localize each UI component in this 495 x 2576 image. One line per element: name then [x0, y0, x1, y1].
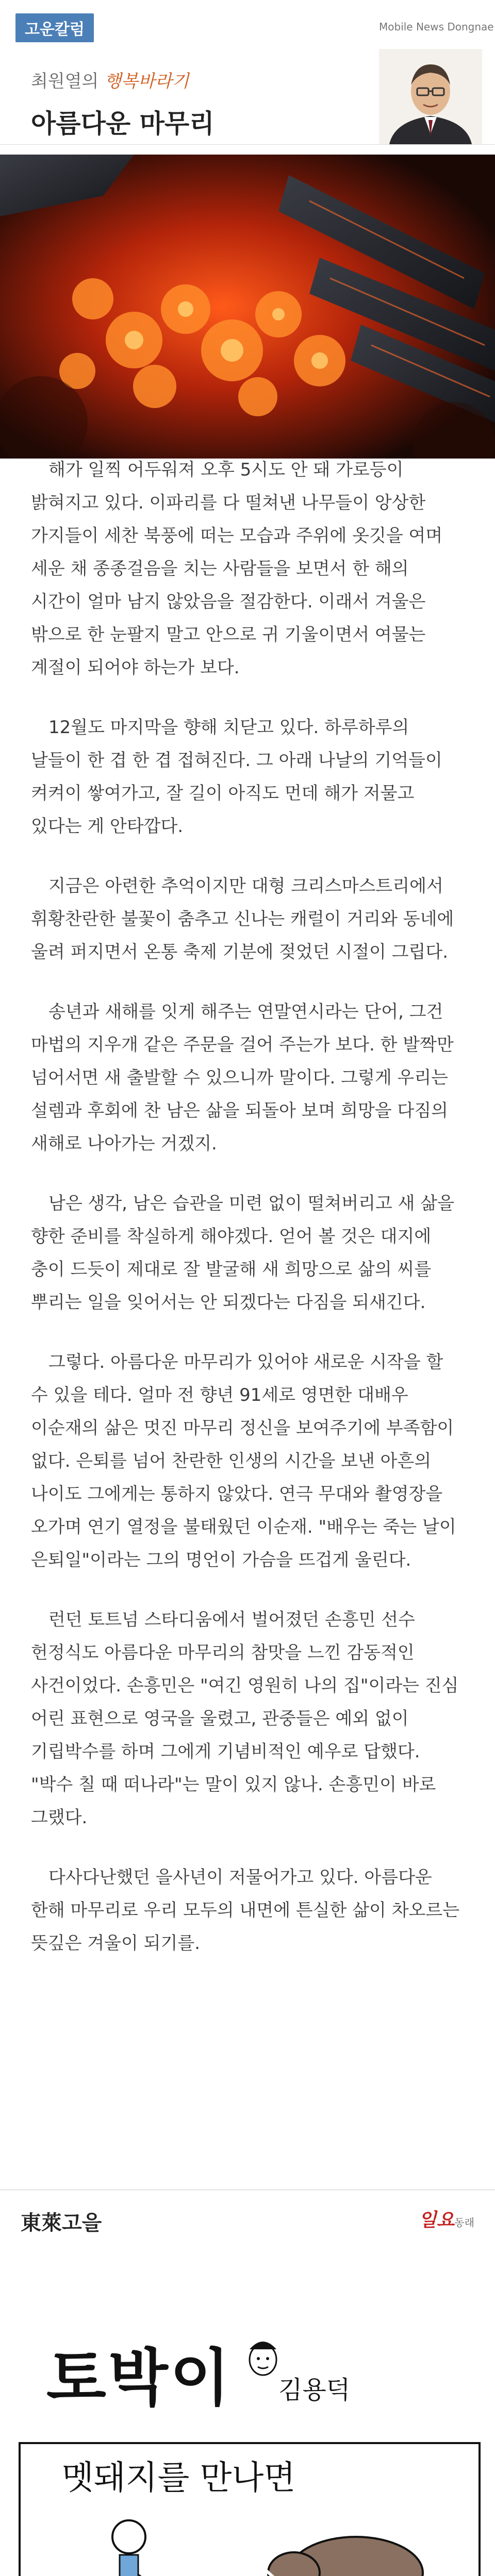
cartoon-author: 김용덕 — [278, 2376, 351, 2404]
cartoon-panel-1 — [19, 2442, 481, 2576]
article-paragraph: 그렇다. 아름다운 마무리가 있어야 새로운 시작을 할 수 있을 테다. 얼마 전 향년 91세로 영면한 대배우 이순재의 삶은 멋진 마무리 정신을 보여주기에 부족함이 없다. 은퇴를 넘어 찬란한 인생의 시간을 보낸 아흔의 나이도 그에게는 통하지 않았다. 연극 무대와 촬영장을 오가며 연기 열정을 불태웠던 이순재. "배우는 죽는 날이 은퇴일"이라는 그의 명언이 가슴을 뜨겁게 울린다. — [31, 1352, 456, 1570]
article-paragraph: 다사다난했던 을사년이 저물어가고 있다. 아름다운 한해 마무리로 우리 모두의 내면에 튼실한 삶이 차오르는 뜻깊은 겨울이 되기를. — [31, 1867, 460, 1954]
brand-label: Mobile News Dongnae — [379, 21, 494, 33]
footer-left-label: 東萊고을 — [21, 2211, 102, 2235]
article-paragraph: 남은 생각, 남은 습관을 미련 없이 떨쳐버리고 새 삶을 향한 준비를 착실하게 해야겠다. 얻어 볼 것은 대지에 충이 드듯이 제대로 잘 발굴해 새 희망으로 삶의 씨를 뿌리는 일을 잊어서는 안 되겠다는 다짐을 되새긴다. — [31, 1193, 454, 1313]
article-paragraph: 해가 일찍 어두워져 오후 5시도 안 돼 가로등이 밝혀지고 있다. 이파리를 다 떨쳐낸 나무들이 앙상한 가지들이 세찬 북풍에 떠는 모습과 주위에 옷깃을 여며 세운 채 종종걸음을 치는 사람들을 보면서 한 해의 시간이 얼마 남지 않았음을 절감한다. 이래서 겨울은 밖으로 한 눈팔지 말고 안으로 귀 기울이면서 여물는 계절이 되어야 하는가 보다. — [31, 460, 443, 678]
article-paragraph: 런던 토트넘 스타디움에서 벌어졌던 손흥민 선수 헌정식도 아름다운 마무리의 참맛을 느낀 감동적인 사건이었다. 손흥민은 "여긴 영원히 나의 집"이라는 진심 어린 표현으로 영국을 울렸고, 관중들은 예외 없이 기립박수를 하며 그에게 기념비적인 예우로 답했다. "박수 칠 때 떠나라"는 말이 있지 않나. 손흥민이 바로 그랬다. — [31, 1609, 459, 1828]
panel-caption: 멧돼지를 만나면 — [62, 2459, 296, 2497]
column-name-prefix: 최원열의 — [31, 71, 105, 92]
footer-brand-label: 일요 — [418, 2210, 455, 2231]
cartoon-title: 토박이 — [46, 2343, 232, 2414]
cartoonist-mascot-icon — [242, 2334, 284, 2380]
article-paragraph: 지금은 아련한 추억이지만 대형 크리스마스트리에서 휘황찬란한 불꽃이 춤추고 신나는 캐럴이 거리와 동네에 울려 퍼지면서 온통 축제 기분에 젖었던 시절이 그립다. — [31, 876, 454, 962]
footer-brand-logo — [419, 2206, 474, 2232]
author-portrait — [379, 49, 482, 144]
column-name — [31, 67, 189, 92]
panel-1-drawing — [21, 2444, 478, 2576]
footer-brand-sub: 동래 — [454, 2216, 474, 2229]
article-title: 아름다운 마무리 — [31, 109, 214, 139]
section-badge[interactable]: 고운칼럼 — [15, 13, 94, 42]
column-name-highlight: 행복바라기 — [104, 71, 189, 92]
article-paragraph: 12월도 마지막을 향해 치닫고 있다. 하루하루의 날들이 한 겹 한 겹 접혀진다. 그 아래 나날의 기억들이 켜켜이 쌓여가고, 잘 길이 아직도 먼데 해가 저물고 있다는 게 안타깝다. — [31, 717, 442, 837]
article-photo-embers — [0, 155, 495, 459]
article-footer — [0, 2190, 495, 2247]
article-header — [0, 0, 495, 145]
article-paragraph: 송년과 새해를 잇게 해주는 연말연시라는 단어, 그건 마법의 지우개 같은 주문을 걸어 주는가 보다. 한 발짝만 넘어서면 새 출발할 수 있으니까 말이다. 그렇게 우리는 설렘과 후회에 찬 남은 삶을 되돌아 보며 희망을 다짐의 새해로 나아가는 거겠지. — [31, 1002, 454, 1154]
article-body — [31, 453, 464, 1987]
